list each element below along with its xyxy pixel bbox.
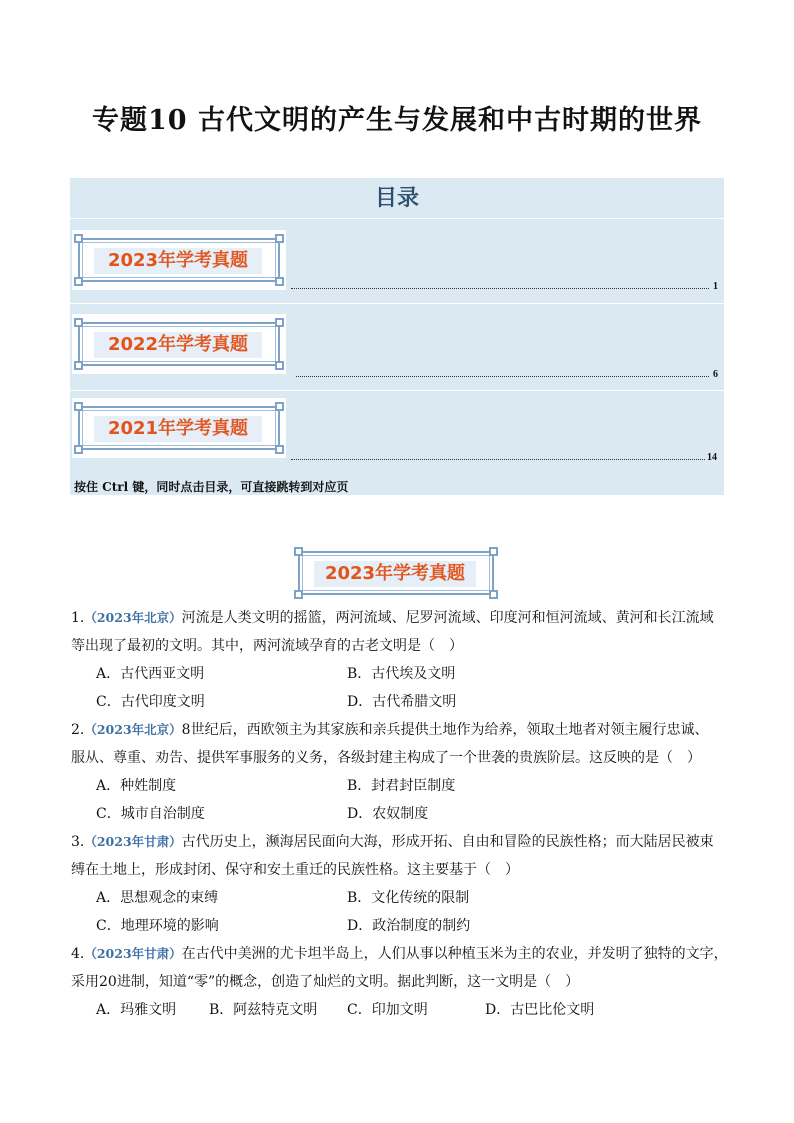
toc-leader-dots (291, 288, 709, 289)
option-a[interactable]: A．玛雅文明 (96, 1002, 177, 1018)
toc-page-number[interactable]: 14 (707, 452, 717, 463)
toc-entry-2021-badge[interactable] (72, 398, 286, 458)
option-d[interactable]: D．农奴制度 (347, 806, 429, 822)
question-list (71, 604, 731, 1024)
question-text: 等出现了最初的文明。其中，两河流域孕育的古老文明是（ ） (71, 638, 463, 654)
option-d[interactable]: D．古代希腊文明 (347, 694, 457, 710)
toc-page-number[interactable]: 1 (713, 281, 718, 292)
option-b[interactable]: B．阿兹特克文明 (209, 1002, 318, 1018)
question-number: 1. (71, 610, 85, 626)
toc-entry-label: 2021年学考真题 (94, 416, 262, 442)
option-b[interactable]: B．文化传统的限制 (347, 890, 470, 906)
question-text: 采用20进制，知道“零”的概念，创造了灿烂的文明。据此判断，这一文明是（ ） (71, 974, 580, 990)
section-heading-badge (292, 543, 500, 603)
question-number: 3. (71, 834, 85, 850)
option-b[interactable]: B．古代埃及文明 (347, 666, 456, 682)
question-text: 在古代中美洲的尤卡坦半岛上，人们从事以种植玉米为主的农业，并发明了独特的文字， (181, 946, 728, 962)
question-text: 缚在土地上，形成封闭、保守和安土重迁的民族性格。这主要基于（ ） (71, 862, 519, 878)
toc-divider (70, 390, 724, 391)
option-a[interactable]: A．种姓制度 (96, 778, 177, 794)
option-c[interactable]: C．城市自治制度 (96, 806, 205, 822)
option-b[interactable]: B．封君封臣制度 (347, 778, 456, 794)
toc-heading: 目录 (374, 186, 419, 211)
document-title: 专题10 古代文明的产生与发展和中古时期的世界 (92, 105, 702, 136)
option-a[interactable]: A．古代西亚文明 (96, 666, 205, 682)
question-4 (71, 940, 731, 1024)
toc-entry-label: 2022年学考真题 (94, 332, 262, 358)
question-3 (71, 828, 731, 940)
toc-note: 按住 Ctrl 键，同时点击目录，可直接跳转到对应页 (74, 480, 349, 494)
question-text: 服从、尊重、劝告、提供军事服务的义务，各级封建主构成了一个世袭的贵族阶层。这反映的是（ ） (71, 750, 701, 766)
question-text: 河流是人类文明的摇篮，两河流域、尼罗河流域、印度河和恒河流域、黄河和长江流域 (181, 610, 714, 626)
option-d[interactable]: D．政治制度的制约 (347, 918, 471, 934)
question-source: （2023年甘肃） (84, 834, 182, 849)
section-heading-label: 2023年学考真题 (314, 561, 476, 587)
question-source: （2023年甘肃） (84, 946, 182, 961)
option-c[interactable]: C．地理环境的影响 (96, 918, 219, 934)
question-number: 2. (71, 722, 85, 738)
toc-leader-dots (296, 376, 709, 377)
option-a[interactable]: A．思想观念的束缚 (96, 890, 219, 906)
question-1 (71, 604, 731, 716)
toc-page-number[interactable]: 6 (713, 369, 718, 380)
toc-divider (70, 303, 724, 304)
table-of-contents (70, 178, 724, 495)
question-text: 古代历史上，濒海居民面向大海，形成开拓、自由和冒险的民族性格；而大陆居民被束 (181, 834, 714, 850)
option-d[interactable]: D．古巴比伦文明 (485, 1002, 595, 1018)
toc-entry-label: 2023年学考真题 (94, 248, 262, 274)
toc-entry-2023-badge[interactable] (72, 230, 286, 290)
toc-divider (70, 218, 724, 219)
question-source: （2023年北京） (84, 610, 182, 625)
question-2 (71, 716, 731, 828)
question-number: 4. (71, 946, 85, 962)
option-c[interactable]: C．印加文明 (347, 1002, 428, 1018)
option-c[interactable]: C．古代印度文明 (96, 694, 205, 710)
question-source: （2023年北京） (84, 722, 182, 737)
toc-entry-2022-badge[interactable] (72, 314, 286, 374)
question-text: 8世纪后，西欧领主为其家族和亲兵提供土地作为给养，领取土地者对领主履行忠诚、 (181, 722, 709, 738)
toc-leader-dots (291, 459, 705, 460)
